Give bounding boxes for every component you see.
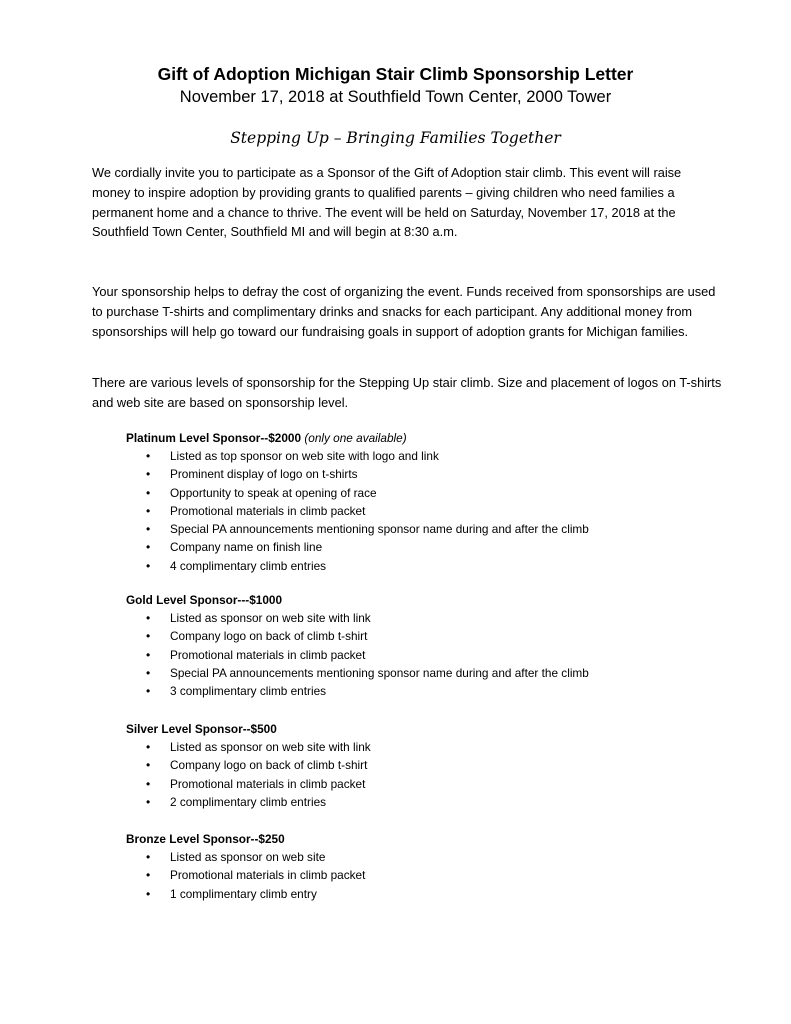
benefit-text: 1 complimentary climb entry — [170, 886, 317, 901]
benefit-text: Opportunity to speak at opening of race — [170, 485, 377, 500]
benefit-item — [126, 557, 726, 575]
benefit-item — [126, 465, 726, 483]
benefit-text: Special PA announcements mentioning sponsor name during and after the climb — [170, 665, 589, 680]
bullet-icon: • — [146, 740, 151, 754]
silver-benefits-list — [126, 738, 726, 811]
benefit-item — [126, 609, 726, 627]
benefit-item — [126, 885, 726, 903]
benefit-item — [126, 682, 726, 700]
bullet-icon: • — [146, 540, 151, 555]
benefit-text: Prominent display of logo on t-shirts — [170, 467, 358, 482]
benefit-item — [126, 866, 726, 884]
benefit-text: 2 complimentary climb entries — [170, 794, 327, 809]
bullet-icon: • — [146, 850, 151, 864]
bullet-icon: • — [146, 684, 151, 699]
benefit-text: Promotional materials in climb packet — [170, 868, 366, 883]
bullet-icon: • — [146, 449, 151, 463]
bullet-icon: • — [146, 794, 151, 809]
benefit-text: Special PA announcements mentioning sponsor name during and after the climb — [170, 522, 589, 537]
benefit-item — [126, 627, 726, 645]
benefit-item — [126, 484, 726, 502]
platinum-level-note: (only one available) — [304, 431, 407, 445]
bullet-icon: • — [146, 776, 151, 791]
benefit-item — [126, 775, 726, 793]
bullet-icon: • — [146, 868, 151, 883]
benefit-item — [126, 793, 726, 811]
benefit-item — [126, 756, 726, 774]
benefit-text: 4 complimentary climb entries — [170, 558, 327, 573]
benefit-text: Listed as sponsor on web site — [170, 850, 326, 864]
benefit-item — [126, 447, 726, 465]
benefit-item — [126, 520, 726, 538]
benefit-text: 3 complimentary climb entries — [170, 684, 327, 699]
platinum-benefits-list — [126, 447, 726, 575]
benefit-item — [126, 502, 726, 520]
bronze-benefits-list — [126, 848, 726, 903]
benefit-item — [126, 738, 726, 756]
benefit-item — [126, 538, 726, 556]
bullet-icon: • — [146, 647, 151, 662]
benefit-item — [126, 848, 726, 866]
invitation-paragraph: We cordially invite you to participate as a Sponsor of the Gift of Adoption stair climb. This event will raise money to inspire adoption by providing grants to qualified parents – giving children who need families a permanent home and a chance to thrive. The event will be held on Saturday, November 17, 2018 at the Southfield Town Center, Southfield MI and will begin at 8:30 a.m. — [92, 165, 682, 240]
platinum-level-heading — [126, 429, 726, 447]
benefit-text: Listed as top sponsor on web site with logo and link — [170, 449, 439, 463]
gold-benefits-list — [126, 609, 726, 700]
benefit-text: Promotional materials in climb packet — [170, 776, 366, 791]
bullet-icon: • — [146, 611, 151, 625]
benefit-item — [126, 664, 726, 682]
benefit-item — [126, 646, 726, 664]
platinum-level-section — [126, 429, 726, 575]
letter-title: Gift of Adoption Michigan Stair Climb Sponsorship Letter — [157, 64, 634, 84]
bullet-icon: • — [146, 665, 151, 680]
benefit-text: Promotional materials in climb packet — [170, 647, 366, 662]
benefit-text: Company logo on back of climb t-shirt — [170, 758, 368, 773]
benefit-text: Listed as sponsor on web site with link — [170, 740, 371, 754]
bullet-icon: • — [146, 522, 151, 537]
bullet-icon: • — [146, 467, 151, 482]
bullet-icon: • — [146, 503, 151, 518]
bullet-icon: • — [146, 485, 151, 500]
sponsorship-levels-intro: There are various levels of sponsorship for the Stepping Up stair climb. Size and placement of logos on T-shirts and web site are based on sponsorship level. — [92, 375, 722, 410]
bronze-level-section — [126, 830, 726, 903]
benefit-text: Promotional materials in climb packet — [170, 503, 366, 518]
sponsorship-purpose-paragraph: Your sponsorship helps to defray the cost of organizing the event. Funds received from sponsorships are used to purchase T-shirts and complimentary drinks and snacks for each participant. Any additional money from sponsorships will help go toward our fundraising goals in support of adoption grants for Michigan families. — [92, 284, 716, 339]
bullet-icon: • — [146, 886, 151, 901]
gold-level-heading: Gold Level Sponsor---$1000 — [126, 593, 283, 607]
event-tagline: Stepping Up – Bringing Families Together — [230, 129, 561, 147]
bronze-level-heading: Bronze Level Sponsor--$250 — [126, 832, 285, 846]
benefit-text: Company name on finish line — [170, 540, 323, 555]
event-date-location: November 17, 2018 at Southfield Town Center, 2000 Tower — [179, 88, 612, 106]
benefit-text: Company logo on back of climb t-shirt — [170, 629, 368, 644]
silver-level-heading: Silver Level Sponsor--$500 — [126, 722, 277, 736]
silver-level-section — [126, 720, 726, 811]
bullet-icon: • — [146, 758, 151, 773]
benefit-text: Listed as sponsor on web site with link — [170, 611, 371, 625]
platinum-level-title: Platinum Level Sponsor--$2000 — [126, 431, 302, 445]
bullet-icon: • — [146, 629, 151, 644]
gold-level-section — [126, 591, 726, 700]
bullet-icon: • — [146, 558, 151, 573]
